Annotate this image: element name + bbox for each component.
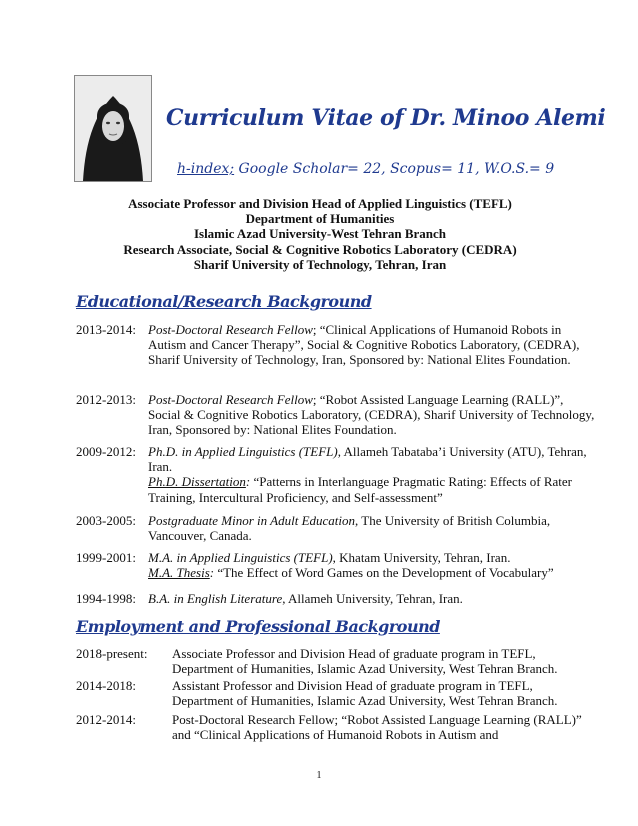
entry-text: Assistant Professor and Division Head of graduate program in TEFL, Department of Humanities, Islamic Azad University, West Tehran Branch.: [172, 678, 558, 709]
entry-years: 2009-2012:: [76, 444, 136, 459]
education-entry: [76, 322, 596, 368]
education-heading: Educational/Research Background: [76, 292, 372, 311]
employment-entry: [76, 646, 596, 676]
education-entry: [76, 444, 596, 505]
entry-text: Associate Professor and Division Head of graduate program in TEFL, Department of Humanities, Islamic Azad University, West Tehran Branch.: [172, 646, 558, 677]
entry-text: B.A. in English Literature, Allameh University, Tehran, Iran.: [148, 591, 463, 606]
education-entry: [76, 513, 596, 543]
education-entry: [76, 591, 596, 606]
portrait-image: [75, 76, 151, 181]
thesis-label: M.A. Thesis: [148, 565, 210, 581]
entry-years: 1999-2001:: [76, 550, 136, 565]
page-title: Curriculum Vitae of Dr. Minoo Alemi: [166, 105, 606, 131]
entry-years: 2012-2013:: [76, 392, 136, 407]
affiliation-line: Department of Humanities: [245, 211, 395, 227]
entry-years: 2018-present:: [76, 646, 148, 661]
entry-years: 2012-2014:: [76, 712, 136, 727]
entry-text: Ph.D. in Applied Linguistics (TEFL), Allameh Tabataba’i University (ATU), Tehran, Iran. Ph.D. Dissertation: “Patterns in Interlanguage Pragmatic Rating: Effects of Rater Training, Intercultural Proficiency, and Self-assessment”: [148, 444, 587, 505]
profile-photo: [74, 75, 152, 182]
entry-years: 2014-2018:: [76, 678, 136, 693]
affiliation-line: Sharif University of Technology, Tehran, Iran: [193, 256, 447, 272]
employment-entry: [76, 712, 596, 742]
entry-text: M.A. in Applied Linguistics (TEFL), Khatam University, Tehran, Iran. M.A. Thesis: “The Effect of Word Games on the Development of Vocabulary”: [148, 550, 554, 581]
affiliation-block: [70, 196, 570, 272]
entry-text: Postgraduate Minor in Adult Education, The University of British Columbia, Vancouver, Canada.: [148, 513, 551, 544]
education-entry: [76, 392, 596, 438]
entry-text: Post-Doctoral Research Fellow; “Clinical Applications of Humanoid Robots in Autism and Cancer Therapy”, Social & Cognitive Robotics Laboratory, (CEDRA), Sharif University of Technology, Iran, Sponsored by: National Elites Foundation.: [148, 322, 580, 368]
education-entry: [76, 550, 596, 580]
affiliation-line: Research Associate, Social & Cognitive Robotics Laboratory (CEDRA): [123, 241, 517, 257]
h-index-label: h-index;: [177, 161, 235, 177]
affiliation-line: Associate Professor and Division Head of Applied Linguistics (TEFL): [128, 196, 512, 211]
page-number: 1: [316, 770, 322, 781]
h-index-values: Google Scholar= 22, Scopus= 11, W.O.S.= 9: [234, 161, 555, 177]
employment-heading: Employment and Professional Background: [76, 617, 440, 636]
entry-years: 1994-1998:: [76, 591, 136, 606]
affiliation-line: Islamic Azad University-West Tehran Branch: [193, 226, 447, 242]
employment-entry: [76, 678, 596, 708]
h-index-line: [177, 161, 554, 177]
dissertation-label: Ph.D. Dissertation: [148, 474, 246, 490]
entry-years: 2013-2014:: [76, 322, 136, 337]
entry-years: 2003-2005:: [76, 513, 136, 528]
entry-text: Post-Doctoral Research Fellow; “Robot Assisted Language Learning (RALL)”, Social & Cognitive Robotics Laboratory, (CEDRA), Sharif University of Technology, Iran, Sponsored by: National Elites Foundation.: [148, 392, 595, 438]
entry-text: Post-Doctoral Research Fellow; “Robot Assisted Language Learning (RALL)” and “Clinical Applications of Humanoid Robots in Autism and: [172, 712, 582, 743]
